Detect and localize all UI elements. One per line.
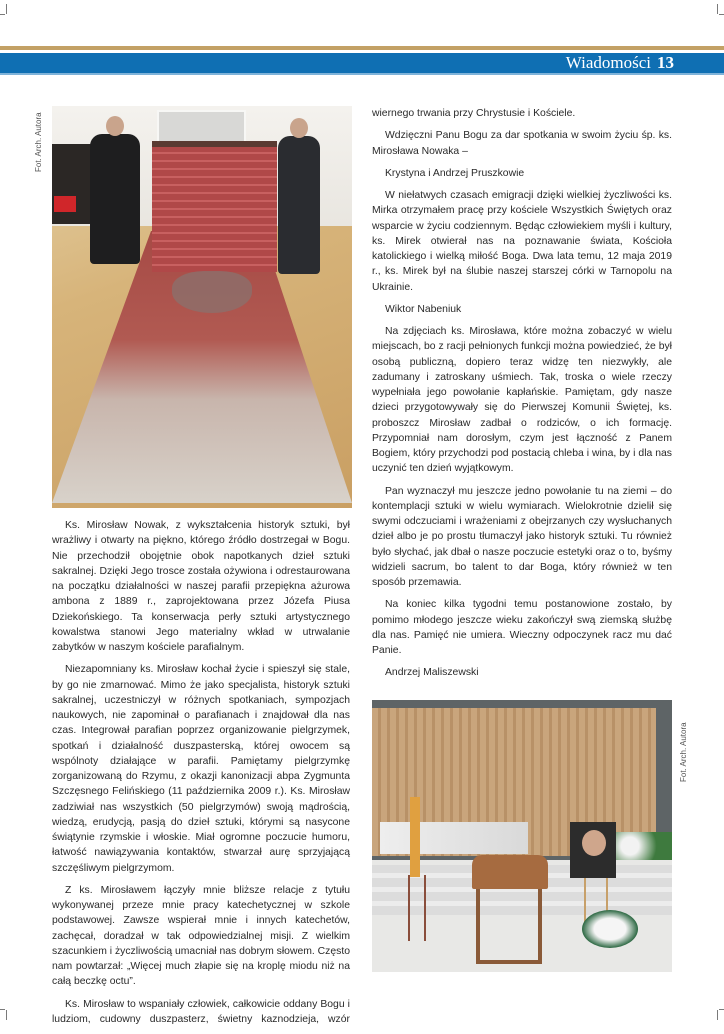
paragraph: Na koniec kilka tygodni temu postanowione zostało, by pomimo młodego jeszcze wieku zakończył swą ziemską służbę dla nas. Pamięć nie umiera. Wieczny odpoczynek racz mu dać Panie. [372, 599, 672, 656]
page-number: 13 [657, 53, 674, 72]
section-title: Wiadomości [565, 53, 651, 72]
crop-mark-bottom-left-h [0, 1009, 5, 1010]
running-header [566, 54, 674, 72]
signature: Andrzej Maliszewski [385, 667, 479, 679]
paragraph-continuation: wiernego trwania przy Chrystusie i Kościele. [372, 108, 576, 119]
paragraph: Ks. Mirosław Nowak, z wykształcenia historyk sztuki, był wrażliwy i otwarty na piękno, którego źródło dostrzegał w Bogu. Nie przechodził obojętnie obok napotkanych dzieł sztuki sakralnej. Dzięki Jego trosce została ożywiona i odrestaurowana na początku działalności w naszej parafii przepiękna ażurowa ambona z 1889 r., zaprojektowana przez Józefa Piusa Dziekońskiego. Ta konserwacja perły sztuki artystycznego kowalstwa stanowi Jego materialny wkład w utrwalanie zabytków w naszym kościele parafialnym. [52, 520, 350, 653]
photo-funeral [372, 700, 672, 972]
right-column [372, 106, 672, 771]
signature: Krystyna i Andrzej Pruszkowie [385, 167, 525, 179]
header-gold-stripe [0, 46, 724, 50]
crop-mark-top-right-h [719, 14, 724, 15]
paragraph: Ks. Mirosław to wspaniały człowiek, całkowicie oddany Bogu i ludziom, cudowny duszpasterz, świetny kaznodzieja, wzór [52, 998, 350, 1025]
paragraph: Wdzięczni Panu Bogu za dar spotkania w swoim życiu śp. ks. Mirosława Nowaka – [372, 130, 672, 157]
photo-carpet [52, 106, 352, 508]
paragraph: Niezapomniany ks. Mirosław kochał życie i spieszył się stale, by go nie zmarnować. Mimo że jako specjalista, historyk sztuki sakralnej, uczestniczył w różnych spotkaniach, sympozjach naukowych, nie zapominał o parafianach i znajdował dla nas czas. Integrował parafian poprzez organizowanie pielgrzymek, spotkań i działalność duszpasterską, której owocem są wspólnoty działające w parafii. Pamiętamy pielgrzymkę zorganizowaną do Rzymu, z okazji kanonizacji abpa Zygmunta Szczęsnego Felińskiego (11 października 2009 r.). Ks. Mirosław zadziwiał nas wszystkich (50 pielgrzymów) swoją mądrością, wiedzą, erudycją, pasją do dzieł sztuki, którymi są nasycone świątynie rzymskie i włoskie. Miał ogromne poczucie humoru, łatwość nawiązywania kontaktów, stwarzał aurę sprzyjającą szczęśliwym pielgrzymom. [52, 664, 350, 874]
crop-mark-top-left [6, 4, 7, 14]
left-column [52, 518, 350, 1034]
crop-mark-bottom-left [6, 1010, 7, 1020]
paragraph: W niełatwych czasach emigracji dzięki wielkiej życzliwości ks. Mirka otrzymałem pracę przy kościele Wszystkich Świętych oraz wsparcie w życiu codziennym. Będąc człowiekiem myśli i kultury, ks. Mirek otwierał nas na poznawanie świata, Kościoła katolickiego i wielką miłość Boga. Dwa lata temu, 12 maja 2019 r., ks. Mirek był na ślubie naszej starszej córki w Tarnopolu na Ukrainie. [372, 190, 672, 293]
paragraph: Pan wyznaczył mu jeszcze jedno powołanie tu na ziemi – do kontemplacji sztuki w wielu wymiarach. Wielokrotnie dzielił się swymi odczuciami i wrażeniami z obejrzanych czy wysłuchanych dzieł albo je po prostu tłumaczył jako historyk sztuki. Tu również było słychać, jak dbał o nasze poczucie estetyki oraz o to, byśmy widzieli sacrum, bo talent to dar Boga, który również w ten sposób przemawia. [372, 485, 672, 588]
crop-mark-top-left-h [0, 14, 5, 15]
photo-credit-funeral: Fot. Arch. Autora [679, 722, 688, 782]
paragraph: Na zdjęciach ks. Mirosława, które można zobaczyć w wielu miejscach, bo z racji pełnionych funkcji można powiedzieć, że był osobą publiczną, dopiero teraz widzę ten niezwykły, ale zadumany i zatroskany uśmiech. Tak, troska o wiele rzeczy wypełniała jego powołanie kapłańskie. Pamiętam, gdy nasze dzieci przygotowywały się do Pierwszej Komunii Świętej, ks. proboszcz Mirosław zadbał o rodziców, o ich formację. Przypomniał nam dorosłym, czym jest łączność z Panem Bogiem, który przychodzi pod postacią chleba i wina, by i dla nas uczynić ten dzień wyjątkowym. [372, 326, 672, 475]
crop-mark-bottom-right-h [719, 1009, 724, 1010]
signature: Wiktor Nabeniuk [385, 303, 462, 315]
photo-credit-carpet: Fot. Arch. Autora [34, 112, 43, 172]
paragraph: Z ks. Mirosławem łączyły mnie bliższe relacje z tytułu wykonywanej przeze mnie pracy katechetycznej w szkole podstawowej. Zawsze wspierał mnie i innych katechetów, zachęcał, doradzał w tak odpowiedzialnej misji. Z wielkim szacunkiem i życzliwością umacniał nas dobrym słowem. Często nam powtarzał: „Więcej much złapie się na kroplę miodu niż na całą beczkę octu”. [52, 884, 350, 988]
crop-mark-bottom-right [717, 1010, 718, 1020]
crop-mark-top-right [717, 4, 718, 14]
